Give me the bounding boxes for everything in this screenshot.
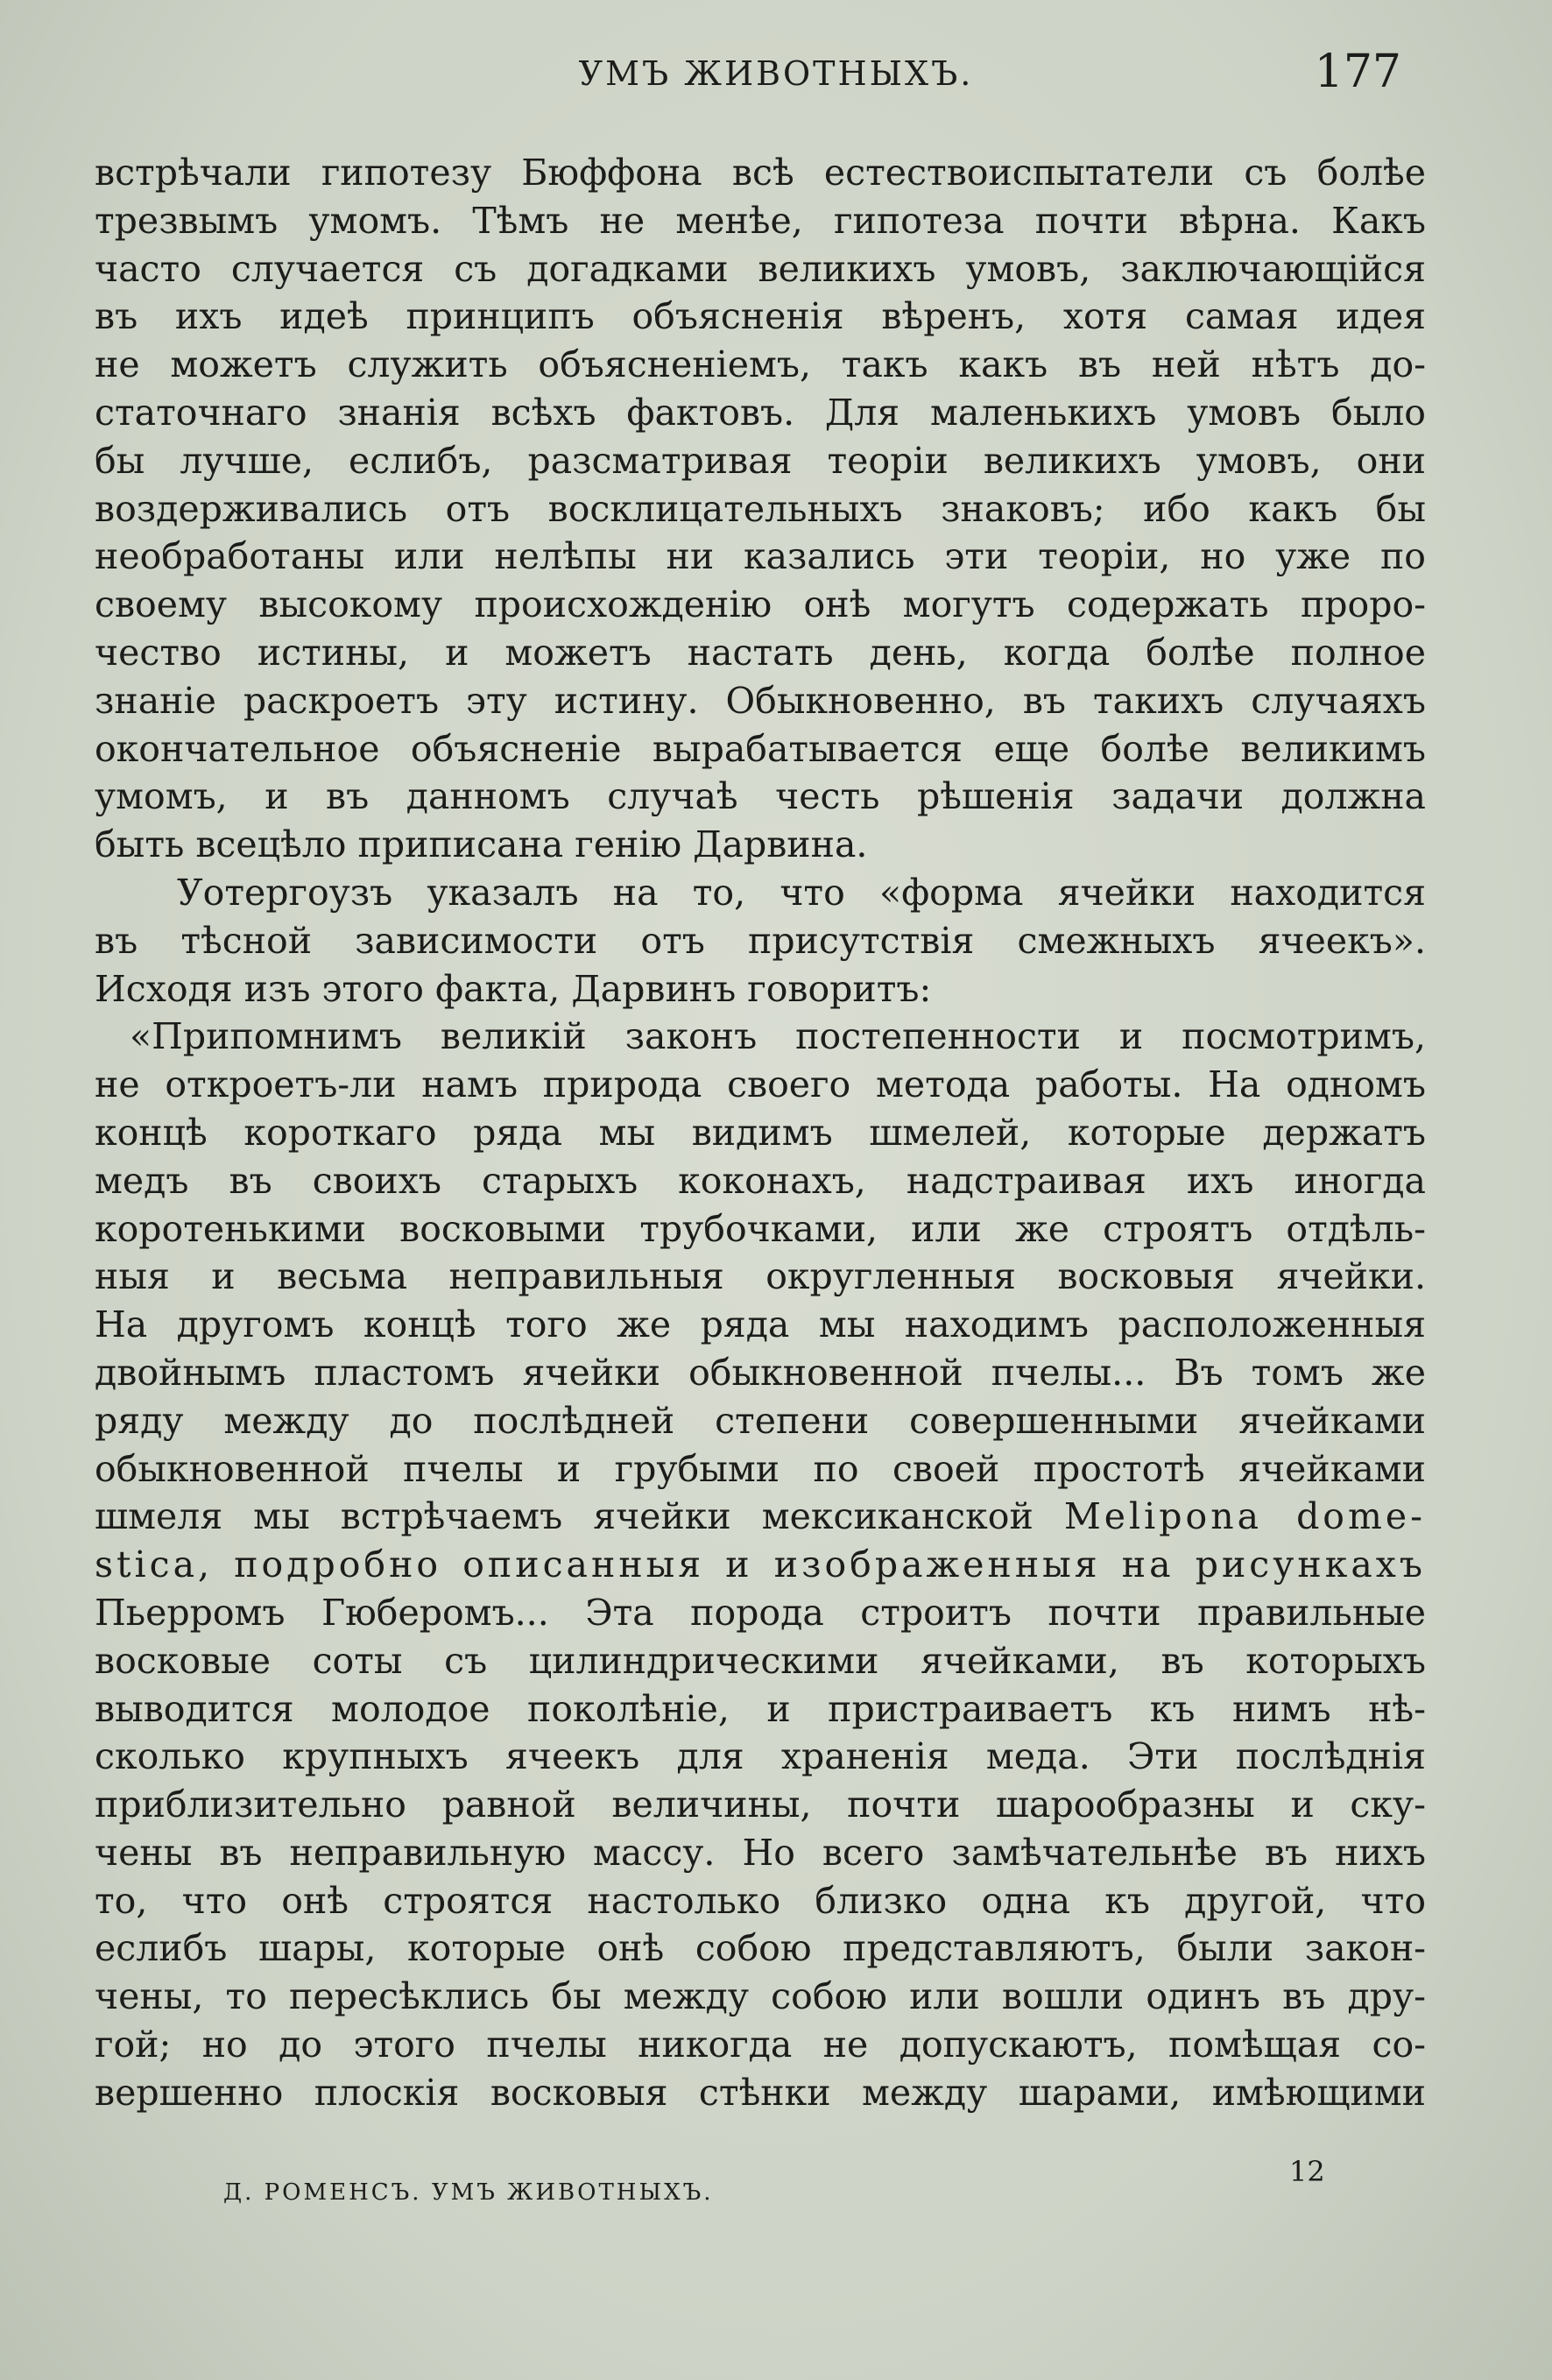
text-line: бы лучше, еслибъ, разсматривая теоріи великихъ умовъ, они — [95, 439, 1426, 482]
text-line-part: шмеля мы встрѣчаемъ ячейки мексиканской — [95, 1495, 1033, 1538]
text-line: Пьерромъ Гюберомъ... Эта порода строитъ почти правильные — [95, 1591, 1426, 1634]
text-line: статочнаго знанія всѣхъ фактовъ. Для маленькихъ умовъ было — [95, 391, 1426, 434]
latin-term-end: stica, подробно описанныя и изображенныя на рисункахъ — [95, 1543, 1426, 1586]
text-line: то, что онѣ строятся настолько близко одна къ другой, что — [95, 1879, 1426, 1922]
text-line: приблизительно равной величины, почти шарообразны и ску- — [95, 1783, 1426, 1826]
printer-signature: Д. РОМЕНСЪ. УМЪ ЖИВОТНЫХЪ. — [223, 2179, 714, 2206]
text-line: еслибъ шары, которые онѣ собою представляютъ, были закон- — [95, 1927, 1426, 1970]
text-line: медъ въ своихъ старыхъ коконахъ, надстраивая ихъ иногда — [95, 1159, 1426, 1202]
text-line: ныя и весьма неправильныя округленныя восковыя ячейки. — [95, 1255, 1426, 1298]
text-line: сколько крупныхъ ячеекъ для храненія меда. Эти послѣднія — [95, 1735, 1426, 1778]
text-line: встрѣчали гипотезу Бюффона всѣ естествоиспытатели съ болѣе — [95, 152, 1426, 194]
text-line — [95, 1541, 1426, 1589]
text-line: обыкновенной пчелы и грубыми по своей простотѣ ячейками — [95, 1447, 1426, 1490]
text-line-with-term — [95, 1493, 1426, 1541]
text-line: чены, то пересѣклись бы между собою или вошли одинъ въ дру- — [95, 1975, 1426, 2018]
text-line: не откроетъ-ли намъ природа своего метода работы. На одномъ — [95, 1063, 1426, 1106]
text-line: въ тѣсной зависимости отъ присутствія смежныхъ ячеекъ». — [95, 919, 1426, 962]
body-text — [95, 149, 1426, 2117]
text-line: ряду между до послѣдней степени совершенными ячейками — [95, 1399, 1426, 1442]
text-line: воздерживались отъ восклицательныхъ знаковъ; ибо какъ бы — [95, 487, 1426, 530]
text-line: Исходя изъ этого факта, Дарвинъ говоритъ: — [95, 967, 932, 1010]
text-line: Уотергоузъ указалъ на то, что «форма ячейки находится — [177, 871, 1426, 914]
text-line: окончательное объясненіе вырабатывается еще болѣе великимъ — [95, 727, 1426, 770]
running-title: УМЪ ЖИВОТНЫХЪ. — [578, 54, 974, 93]
text-line: необработаны или нелѣпы ни казались эти теоріи, но уже по — [95, 535, 1426, 578]
text-line: коротенькими восковыми трубочками, или же строятъ отдѣль- — [95, 1207, 1426, 1250]
text-line: восковые соты съ цилиндрическими ячейками, въ которыхъ — [95, 1639, 1426, 1682]
page-footer — [0, 2155, 1552, 2225]
latin-term: Melipona dome- — [1063, 1495, 1426, 1538]
text-line: «Припомнимъ великій законъ постепенности и посмотримъ, — [130, 1015, 1426, 1058]
text-line: двойнымъ пластомъ ячейки обыкновенной пчелы... Въ томъ же — [95, 1351, 1426, 1394]
text-line: выводится молодое поколѣніе, и пристраиваетъ къ нимъ нѣ- — [95, 1687, 1426, 1730]
text-line: часто случается съ догадками великихъ умовъ, заключающійся — [95, 247, 1426, 290]
text-line: чены въ неправильную массу. Но всего замѣчательнѣе въ нихъ — [95, 1831, 1426, 1874]
text-line: въ ихъ идеѣ принципъ объясненія вѣренъ, хотя самая идея — [95, 295, 1426, 338]
page-number: 177 — [1314, 46, 1401, 98]
text-line: На другомъ концѣ того же ряда мы находимъ расположенныя — [95, 1303, 1426, 1346]
running-head — [0, 46, 1552, 107]
text-line: не можетъ служить объясненіемъ, такъ какъ въ ней нѣтъ до- — [95, 343, 1426, 386]
text-line: знаніе раскроетъ эту истину. Обыкновенно, въ такихъ случаяхъ — [95, 679, 1426, 722]
text-line: вершенно плоскія восковыя стѣнки между шарами, имѣющими — [95, 2071, 1426, 2114]
text-line: своему высокому происхожденію онѣ могутъ содержать проро- — [95, 583, 1426, 626]
text-line: быть всецѣло приписана генію Дарвина. — [95, 823, 868, 866]
text-line: чество истины, и можетъ настать день, когда болѣе полное — [95, 631, 1426, 674]
text-line: гой; но до этого пчелы никогда не допускаютъ, помѣщая со- — [95, 2023, 1426, 2066]
signature-number: 12 — [1289, 2155, 1325, 2188]
text-line: умомъ, и въ данномъ случаѣ честь рѣшенія задачи должна — [95, 775, 1426, 818]
text-line: трезвымъ умомъ. Тѣмъ не менѣе, гипотеза почти вѣрна. Какъ — [95, 199, 1426, 242]
text-line: концѣ короткаго ряда мы видимъ шмелей, которые держатъ — [95, 1111, 1426, 1154]
